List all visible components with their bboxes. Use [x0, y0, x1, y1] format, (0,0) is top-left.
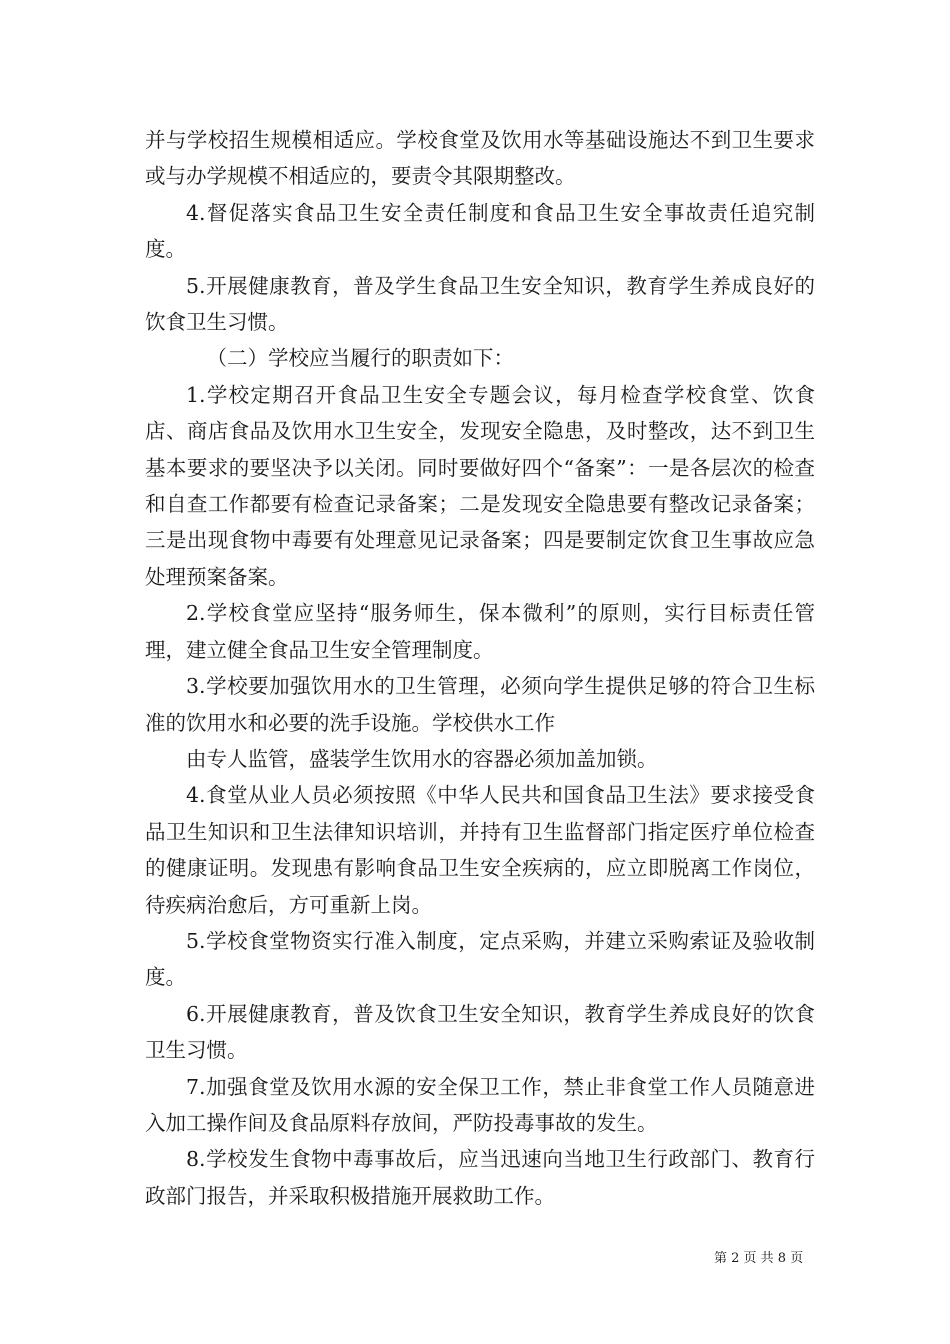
paragraph: 并与学校招生规模相适应。学校食堂及饮用水等基础设施达不到卫生要求或与办学规模不相适应的，要责令其限期整改。	[145, 128, 815, 189]
paragraph: 1.学校定期召开食品卫生安全专题会议，每月检查学校食堂、饮食店、商店食品及饮用水卫生安全，发现安全隐患，及时整改，达不到卫生基本要求的要坚决予以关闭。同时要做好四个“备案”：一是各层次的检查和自查工作都要有检查记录备案；二是发现安全隐患要有整改记录备案；三是出现食物中毒要有处理意见记录备案；四是要制定饮食卫生事故应急处理预案备案。	[145, 382, 815, 589]
paragraph: 2.学校食堂应坚持“服务师生，保本微利”的原则，实行目标责任管理，建立健全食品卫生安全管理制度。	[145, 601, 815, 662]
paragraph: 8.学校发生食物中毒事故后，应当迅速向当地卫生行政部门、教育行政部门报告，并采取积极措施开展救助工作。	[145, 1147, 815, 1208]
paragraph: 4.食堂从业人员必须按照《中华人民共和国食品卫生法》要求接受食品卫生知识和卫生法律知识培训，并持有卫生监督部门指定医疗单位检查的健康证明。发现患有影响食品卫生安全疾病的，应立即脱离工作岗位，待疾病治愈后，方可重新上岗。	[145, 783, 815, 917]
paragraph: 4.督促落实食品卫生安全责任制度和食品卫生安全事故责任追究制度。	[145, 200, 815, 262]
paragraph: 5.开展健康教育，普及学生食品卫生安全知识，教育学生养成良好的饮食卫生习惯。	[145, 273, 815, 335]
paragraph: 6.开展健康教育，普及饮食卫生安全知识，教育学生养成良好的饮食卫生习惯。	[145, 1001, 815, 1063]
paragraph: 3.学校要加强饮用水的卫生管理，必须向学生提供足够的符合卫生标准的饮用水和必要的洗手设施。学校供水工作	[145, 674, 815, 735]
paragraph: 7.加强食堂及饮用水源的安全保卫工作，禁止非食堂工作人员随意进入加工操作间及食品原料存放间，严防投毒事故的发生。	[145, 1074, 815, 1135]
document-body	[145, 122, 815, 1214]
paragraph: 由专人监管，盛装学生饮用水的容器必须加盖加锁。	[186, 746, 658, 771]
page-number-footer: 第 2 页 共 8 页	[714, 1251, 804, 1266]
paragraph: 5.学校食堂物资实行准入制度，定点采购，并建立采购索证及验收制度。	[145, 928, 815, 990]
section-heading: （二）学校应当履行的职责如下：	[206, 346, 514, 371]
